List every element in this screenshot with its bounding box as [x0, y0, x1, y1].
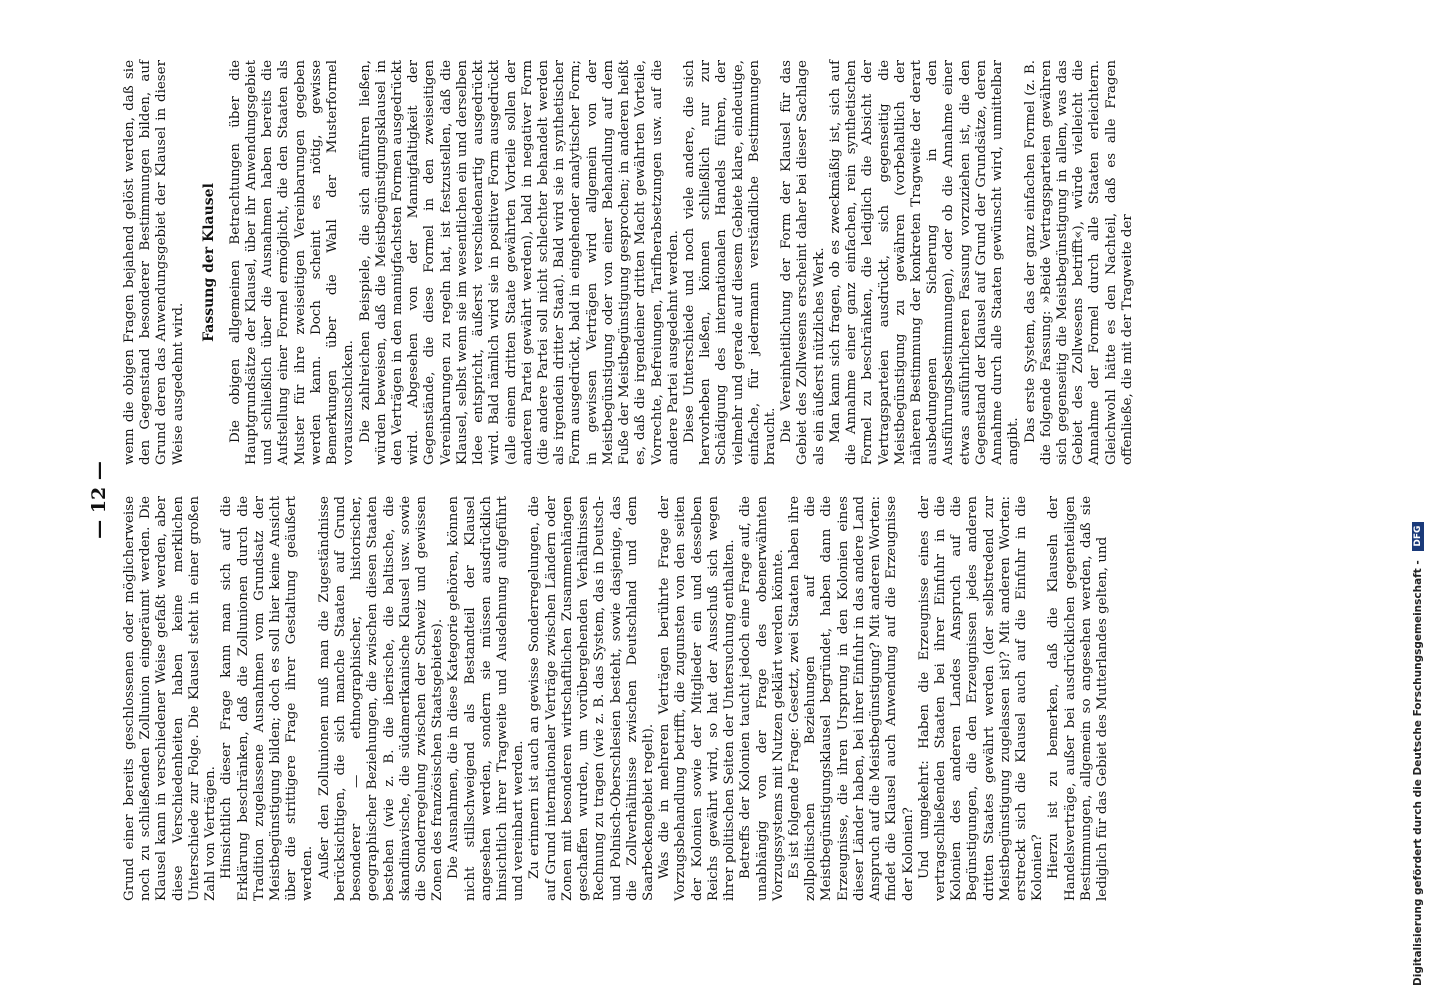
paragraph: Betreffs der Kolonien taucht jedoch eine Frage auf, die unabhängig von der Frage des obenerwähnten Vorzugssystems mit Nutzen geklärt werden könnte.: [738, 496, 786, 901]
right-text-column: [122, 60, 1136, 465]
paragraph: Es ist folgende Frage: Gesetzt, zwei Staaten haben ihre zollpolitischen Beziehungen auf die Meistbegünstigungsklausel begründet, haben dann die Erzeugnisse, die ihren Ursprung in den Kolonien eines dieser Länder haben, bei ihrer Einfuhr in das andere Land Anspruch auf die Meistbegünstigung? Mit anderen Worten: findet die Klausel auch Anwendung auf die Erzeugnisse der Kolonien?: [786, 496, 916, 901]
paragraph: Diese Unterschiede und noch viele andere, die sich hervorheben ließen, können schließlich nur zur Schädigung des internationalen Handels führen, der vielmehr und gerade auf diesem Gebiete klare, eindeutige, einfache, für jedermann verständliche Bestimmungen braucht.: [681, 60, 779, 465]
paragraph: Die zahlreichen Beispiele, die sich anführen ließen, würden beweisen, daß die Meistbegünstigungsklausel in den Verträgen in den mannigfachsten Formen ausgedrückt wird. Abgesehen von der Mannigfaltigkeit der Gegenstände, die diese Formel in den zweiseitigen Vereinbarungen zu regeln hat, ist festzustellen, daß die Klausel, selbst wenn sie im wesentlichen ein und derselben Idee entspricht, äußerst verschiedenartig ausgedrückt wird. Bald nämlich wird sie in positiver Form ausgedrückt (alle einem dritten Staate gewährten Vorteile sollen der anderen Partei gewährt werden), bald in negativer Form (die andere Partei soll nicht schlechter behandelt werden als irgendein dritter Staat). Bald wird sie in synthetischer Form ausgedrückt, bald in eingehender analytischer Form; in gewissen Verträgen wird allgemein von der Meistbegünstigung oder von einer Behandlung auf dem Fuße der Meistbegünstigung gesprochen; in anderen heißt es, daß die irgendeiner dritten Macht gewährten Vorteile, Vorrechte, Befreiungen, Tarifherabsetzungen usw. auf die andere Partei ausgedehnt werden.: [357, 60, 681, 465]
page-number: — 12 —: [88, 461, 110, 539]
paragraph: Hierzu ist zu bemerken, daß die Klauseln der Handelsverträge, außer bei ausdrücklichen gegenteiligen Bestimmungen, allgemein so angesehen werden, daß sie lediglich für das Gebiet des Mutterlandes gelten, und: [1046, 496, 1111, 901]
paragraph: Die obigen allgemeinen Betrachtungen über die Hauptgrundsätze der Klausel, über ihr Anwendungsgebiet und schließlich über die Ausnahmen haben bereits die Aufstellung einer Formel ermöglicht, die den Staaten als Muster für ihre zweiseitigen Vereinbarungen gegeben werden kann. Doch scheint es nötig, gewisse Bemerkungen über die Wahl der Musterformel vorauszuschicken.: [227, 60, 357, 465]
paragraph: Man kann sich fragen, ob es zweckmäßig ist, sich auf die Annahme einer ganz einfachen, rein synthetischen Formel zu beschränken, die lediglich die Absicht der Vertragsparteien ausdrückt, sich gegenseitig die Meistbegünstigung zu gewähren (vorbehaltlich der näheren Bestimmung der konkreten Tragweite der derart ausbedungenen Sicherung in den Ausführungsbestimmungen), oder ob die Annahme einer etwas ausführlicheren Fassung vorzuziehen ist, die den Gegenstand der Klausel auf Grund der Grundsätze, deren Annahme durch alle Staaten gewünscht wird, unmittelbar angibt.: [827, 60, 1022, 465]
paragraph: Die Vereinheitlichung der Form der Klausel für das Gebiet des Zollwesens erscheint daher bei dieser Sachlage als ein äußerst nützliches Werk.: [779, 60, 827, 465]
paragraph: Und umgekehrt: Haben die Erzeugnisse eines der vertragschließenden Staaten bei ihrer Einfuhr in die Kolonien des anderen Landes Anspruch auf die Begünstigungen, die den Erzeugnissen jedes anderen dritten Staates gewährt werden (der selbstredend zur Meistbegünstigung zugelassen ist)? Mit anderen Worten: erstreckt sich die Klausel auch auf die Einfuhr in die Kolonien?: [916, 496, 1046, 901]
paragraph: Was die in mehreren Verträgen berührte Frage der Vorzugsbehandlung betrifft, die zugunsten von den seiten der Kolonien sowie der Mitglieder ein und desselben Reichs gewährt wird, so hat der Ausschuß sich wegen ihrer politischen Seiten der Untersuchung enthalten.: [657, 496, 738, 901]
paragraph: Zu erinnern ist auch an gewisse Sonderregelungen, die auf Grund internationaler Verträge zwischen Ländern oder Zonen mit besonderen wirtschaftlichen Zusammenhängen geschaffen wurden, um vorübergehenden Verhältnissen Rechnung zu tragen (wie z. B. das System, das in Deutsch- und Polnisch-Oberschlesien besteht, sowie dasjenige, das die Zollverhältnisse zwischen Deutschland und dem Saarbeckengebiet regelt).: [527, 496, 656, 901]
paragraph: Das erste System, das der ganz einfachen Formel (z. B. die folgende Fassung: »Beide Vertragsparteien gewähren sich gegenseitig die Meistbegünstigung in allem, was das Gebiet des Zollwesens betrifft«), würde vielleicht die Annahme der Formel durch alle Staaten erleichtern. Gleichwohl hätte es den Nachteil, daß es alle Fragen offenließe, die mit der Tragweite der: [1022, 60, 1135, 465]
digitization-credit: [1412, 6, 1424, 986]
left-text-column: [122, 496, 1111, 901]
paragraph: Die Ausnahmen, die in diese Kategorie gehören, können nicht stillschweigend als Bestandteil der Klausel angesehen werden, sondern sie müssen ausdrücklich hinsichtlich ihrer Tragweite und Ausdehnung aufgeführt und vereinbart werden.: [446, 496, 527, 901]
dfg-logo: DFG: [1412, 522, 1424, 551]
credit-text: Digitalisierung gefördert durch die Deutsche Forschungsgemeinschaft -: [1412, 560, 1424, 986]
paragraph: Grund einer bereits geschlossenen oder möglicherweise noch zu schließenden Zollunion eingeräumt werden. Die Klausel kann in verschiedener Weise gefaßt werden, aber diese Verschiedenheiten haben keine merklichen Unterschiede zur Folge. Die Klausel steht in einer großen Zahl von Verträgen.: [122, 496, 219, 901]
paragraph: wenn die obigen Fragen bejahend gelöst werden, daß sie den Gegenstand besonderer Bestimmungen bilden, auf Grund deren das Anwendungsgebiet der Klausel in dieser Weise ausgedehnt wird.: [122, 60, 186, 465]
paragraph: Hinsichtlich dieser Frage kann man sich auf die Erklärung beschränken, daß die Zollunionen durch die Tradition zugelassene Ausnahmen vom Grundsatz der Meistbegünstigung bilden; doch es soll hier keine Ansicht über die strittigere Frage ihrer Gestaltung geäußert werden.: [219, 496, 316, 901]
paragraph: Außer den Zollunionen muß man die Zugeständnisse berücksichtigen, die sich manche Staaten auf Grund besonderer — ethnographischer, historischer, geographischer Beziehungen, die zwischen diesen Staaten bestehen (wie z. B. die iberische, die baltische, die skandinavische, die südamerikanische Klausel usw. sowie die Sonderregelung zwischen der Schweiz und gewissen Zonen des französischen Staatsgebietes).: [316, 496, 446, 901]
section-heading: Fassung der Klausel: [200, 183, 217, 342]
